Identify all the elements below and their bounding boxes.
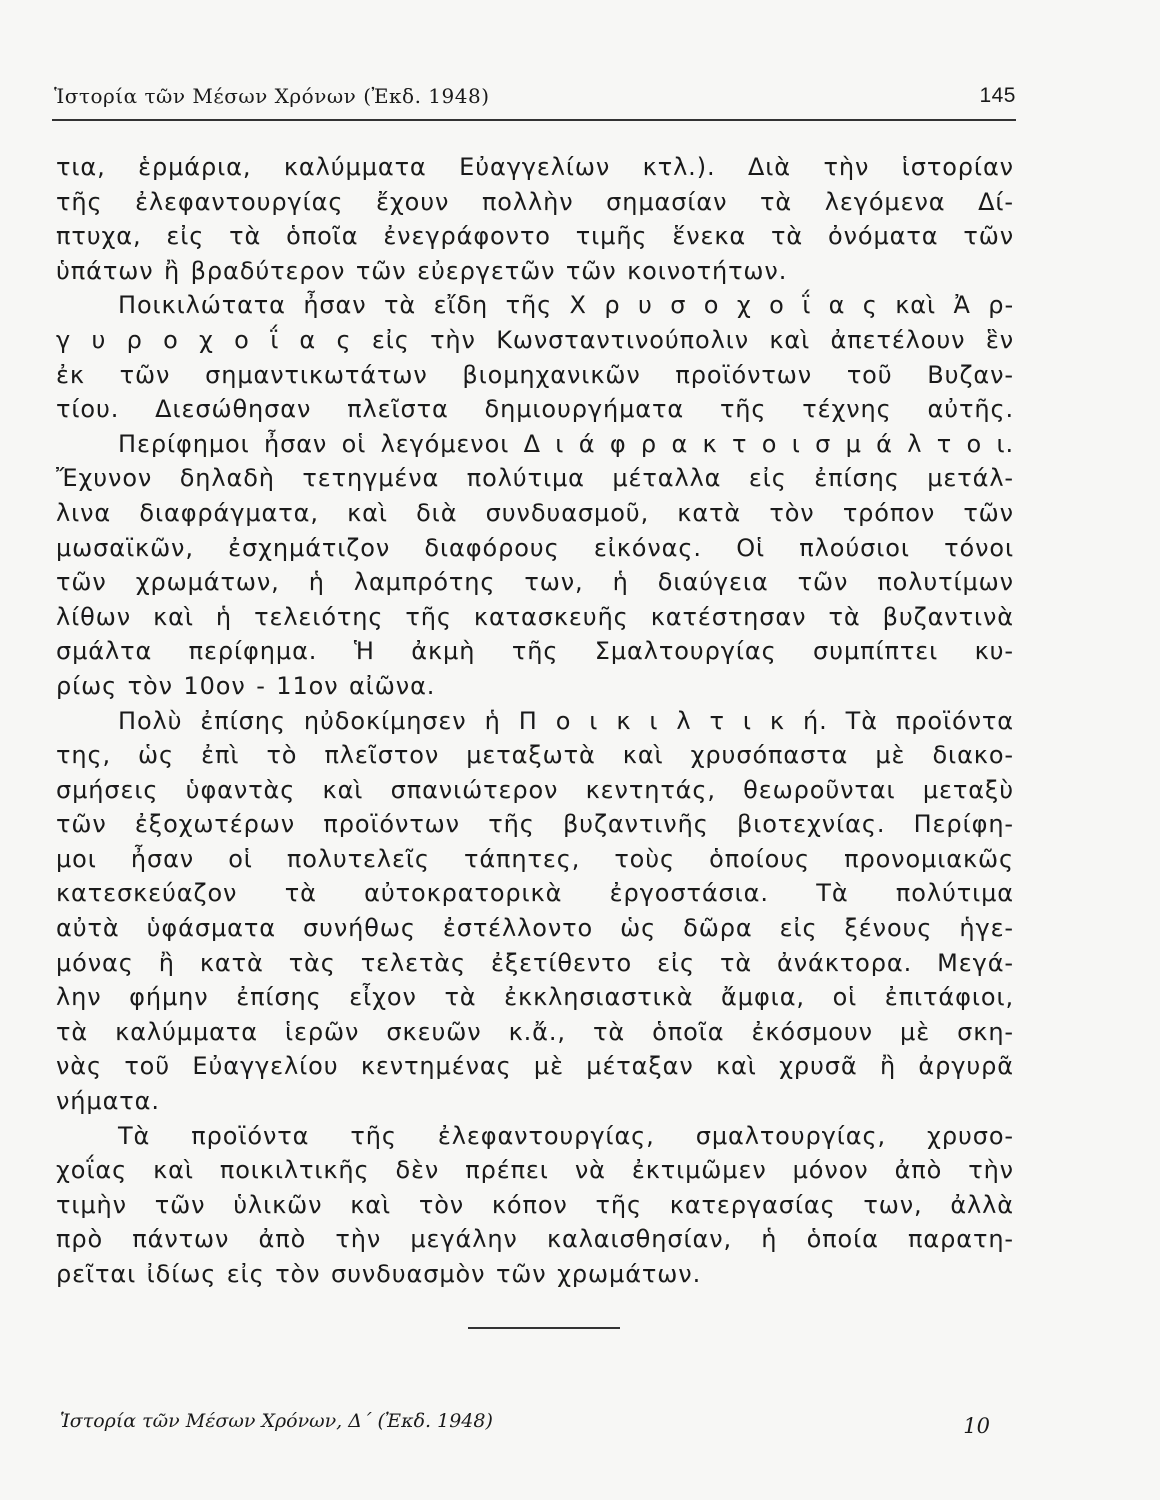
text-line: τίου. Διεσώθησαν πλεῖστα δημιουργήματα τῆς τέχνης αὐτῆς. [56,395,1014,424]
text-line: σμάλτα περίφημα. Ἡ ἀκμὴ τῆς Σμαλτουργίας συμπίπτει κυ- [56,637,1014,666]
text-line: νήματα. [56,1087,160,1116]
text-line: τὰ καλύμματα ἱερῶν σκευῶν κ.ἄ., τὰ ὁποῖα ἐκόσμουν μὲ σκη- [56,1017,1014,1046]
signature-text: Ἱστορία τῶν Μέσων Χρόνων, Δ΄ (Ἐκδ. 1948) [60,1410,493,1432]
text-line: Τὰ προϊόντα τῆς ἐλεφαντουργίας, σμαλτουργίας, χρυσο- [118,1121,1014,1150]
text-line: Πολὺ ἐπίσης ηὐδοκίμησεν ἡ Π ο ι κ ι λ τ ι κ ή. Τὰ προϊόντα [118,706,1014,735]
text-line: κατεσκεύαζον τὰ αὐτοκρατορικὰ ἐργοστάσια. Τὰ πολύτιμα [56,879,1014,908]
text-line: πρὸ πάντων ἀπὸ τὴν μεγάλην καλαισθησίαν, ἡ ὁποία παρατη- [56,1225,1014,1254]
text-line: ρίως τὸν 10ον - 11ον αἰῶνα. [56,671,436,700]
body-text [56,150,1014,1292]
text-line: αὐτὰ ὑφάσματα συνήθως ἐστέλλοντο ὡς δῶρα εἰς ξένους ἡγε- [56,914,1014,943]
page-number: 145 [979,84,1016,107]
text-line: μόνας ἢ κατὰ τὰς τελετὰς ἐξετίθεντο εἰς τὰ ἀνάκτορα. Μεγά- [56,948,1014,977]
text-line: Περίφημοι ἦσαν οἱ λεγόμενοι Δ ι ά φ ρ α κ τ ο ι σ μ ά λ τ ο ι. [118,429,1014,458]
text-line: ρεῖται ἰδίως εἰς τὸν συνδυασμὸν τῶν χρωμάτων. [56,1260,702,1288]
text-line: της, ὡς ἐπὶ τὸ πλεῖστον μεταξωτὰ καὶ χρυσόπαστα μὲ διακο- [56,741,1014,770]
text-line: τῶν χρωμάτων, ἡ λαμπρότης των, ἡ διαύγεια τῶν πολυτίμων [56,568,1014,597]
text-line: ὑπάτων ἢ βραδύτερον τῶν εὐεργετῶν τῶν κοινοτήτων. [56,256,788,285]
text-line: γ υ ρ ο χ ο ΐ α ς εἰς τὴν Κωνσταντινούπολιν καὶ ἀπετέλουν ἓν [56,325,1014,354]
running-title: Ἱστορία τῶν Μέσων Χρόνων (Ἐκδ. 1948) [54,84,490,108]
text-line: μωσαϊκῶν, ἐσχημάτιζον διαφόρους εἰκόνας. Οἱ πλούσιοι τόνοι [56,533,1014,562]
header-rule [52,119,1016,121]
text-line: λινα διαφράγματα, καὶ διὰ συνδυασμοῦ, κατὰ τὸν τρόπον τῶν [56,498,1014,527]
signature-number: 10 [963,1414,990,1438]
text-line: πτυχα, εἰς τὰ ὁποῖα ἐνεγράφοντο τιμῆς ἕνεκα τὰ ὀνόματα τῶν [56,222,1014,251]
text-line: ἐκ τῶν σημαντικωτάτων βιομηχανικῶν προϊόντων τοῦ Βυζαν- [56,360,1014,389]
text-line: Ποικιλώτατα ἦσαν τὰ εἴδη τῆς Χ ρ υ σ ο χ ο ΐ α ς καὶ Ἀ ρ- [118,291,1014,320]
text-line: λίθων καὶ ἡ τελειότης τῆς κατασκευῆς κατέστησαν τὰ βυζαντινὰ [56,602,1014,631]
running-header [54,84,1016,114]
text-line: τῶν ἐξοχωτέρων προϊόντων τῆς βυζαντινῆς βιοτεχνίας. Περίφη- [56,810,1014,839]
text-line: χοΐας καὶ ποικιλτικῆς δὲν πρέπει νὰ ἐκτιμῶμεν μόνον ἀπὸ τὴν [56,1156,1014,1185]
text-line: νὰς τοῦ Εὐαγγελίου κεντημένας μὲ μέταξαν καὶ χρυσᾶ ἢ ἀργυρᾶ [56,1052,1014,1081]
signature-footer [60,1410,990,1440]
text-line: λην φήμην ἐπίσης εἶχον τὰ ἐκκλησιαστικὰ ἄμφια, οἱ ἐπιτάφιοι, [56,983,1014,1012]
text-line: σμήσεις ὑφαντὰς καὶ σπανιώτερον κεντητάς, θεωροῦνται μεταξὺ [56,775,1014,804]
text-line: μοι ἦσαν οἱ πολυτελεῖς τάπητες, τοὺς ὁποίους προνομιακῶς [56,844,1014,873]
text-line: τιμὴν τῶν ὑλικῶν καὶ τὸν κόπον τῆς κατεργασίας των, ἀλλὰ [56,1190,1014,1219]
text-line: Ἔχυνον δηλαδὴ τετηγμένα πολύτιμα μέταλλα εἰς ἐπίσης μετάλ- [56,464,1014,493]
text-line: τια, ἑρμάρια, καλύμματα Εὐαγγελίων κτλ.). Διὰ τὴν ἱστορίαν [56,153,1014,181]
section-end-rule [468,1327,620,1329]
text-line: τῆς ἐλεφαντουργίας ἔχουν πολλὴν σημασίαν τὰ λεγόμενα Δί- [56,187,1014,216]
